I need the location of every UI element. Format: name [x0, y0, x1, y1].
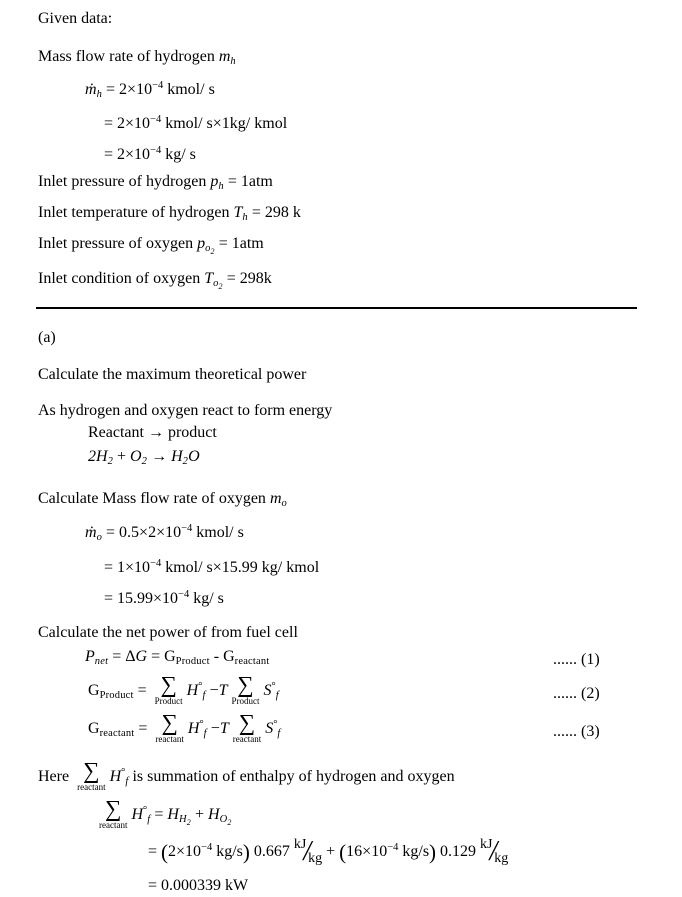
text-run: kg/s [212, 843, 243, 860]
math-variable: p [197, 235, 206, 252]
doc-line [0, 622, 682, 644]
math-variable: H [187, 720, 200, 738]
doc-line [0, 518, 682, 549]
text-run: Inlet condition of oxygen [38, 270, 205, 287]
text-run: = 2×10 [104, 146, 151, 163]
text-run: = [148, 843, 162, 860]
text-run: Inlet pressure of hydrogen [38, 173, 211, 190]
text-run: kg/ s [189, 590, 224, 607]
summation-symbol [155, 711, 183, 744]
text-run: kmol/ s [163, 81, 215, 98]
summation-limit: reactant [155, 734, 184, 744]
doc-line [0, 364, 682, 386]
text-run: Given data: [38, 10, 113, 27]
summation-limit: reactant [77, 782, 106, 792]
doc-line [0, 140, 682, 166]
math-variable: ṁ [85, 81, 97, 98]
doc-line [0, 233, 682, 263]
text-run: kmol/ s×15.99 kg/ kmol [161, 559, 320, 576]
math-subsubscript: 2 [227, 818, 232, 828]
math-superscript: ° [143, 805, 148, 817]
text-run: As hydrogen and oxygen react to form energy [38, 402, 333, 419]
math-superscript: −4 [387, 842, 399, 853]
sigma-glyph: ∑ [238, 710, 256, 735]
math-variable: T [219, 720, 229, 738]
text-run: 0.129 [436, 843, 481, 860]
text-run: = [133, 682, 151, 700]
text-run: Mass flow rate of hydrogen [38, 48, 219, 65]
math-subsubscript: 2 [210, 247, 215, 256]
text-run: = 1atm [223, 173, 273, 190]
sigma-glyph: ∑ [160, 672, 177, 697]
equation-number: ...... (1) [553, 650, 600, 668]
math-superscript: −4 [181, 523, 193, 534]
text-run: Inlet pressure of oxygen [38, 235, 198, 252]
doc-line [0, 327, 682, 349]
math-variable: H [109, 768, 122, 786]
doc-line [0, 758, 682, 799]
text-run: = 15.99×10 [104, 590, 179, 607]
math-subscript: $o_2$ [205, 243, 215, 256]
equation-number: ...... (3) [553, 723, 600, 740]
text-run: (a) [38, 329, 56, 346]
doc-line [0, 796, 682, 837]
doc-line [0, 553, 682, 579]
text-run: = 1atm [214, 235, 264, 252]
doc-line [0, 75, 682, 106]
math-superscript: ° [199, 719, 204, 731]
sigma-glyph: ∑ [161, 710, 178, 735]
math-variable: H [186, 682, 199, 700]
paren: ( [161, 840, 169, 864]
doc-line [0, 446, 682, 473]
text-run: = 0.000339 kW [148, 877, 249, 894]
math-variable: p [210, 173, 219, 190]
math-subscript: f [125, 776, 129, 788]
doc-line [0, 8, 682, 30]
text-run: 16×10 [346, 843, 388, 860]
text-run: = 2×10 [102, 81, 153, 98]
math-subscript: reactant [99, 728, 135, 740]
math-variable: T [218, 682, 228, 700]
text-run: + [113, 448, 131, 465]
text-run: + [322, 843, 340, 860]
math-variable: G [135, 648, 148, 665]
math-variable: H [171, 448, 183, 465]
summation-limit: reactant [232, 734, 262, 744]
fraction-denominator: kg [308, 851, 323, 867]
math-variable: S [265, 720, 274, 738]
doc-line [0, 672, 682, 713]
doc-line [0, 202, 682, 229]
text-run: = [134, 720, 152, 738]
doc-line [0, 268, 682, 298]
math-superscript: −4 [201, 842, 213, 853]
text-run: = 1×10 [104, 559, 151, 576]
math-subscript: $O_2$ [219, 814, 232, 828]
text-run: Reactant → product [88, 424, 217, 441]
math-subscript: 2 [182, 456, 189, 467]
math-superscript: −4 [152, 80, 164, 91]
sigma-glyph: ∑ [237, 672, 254, 697]
doc-line [0, 710, 682, 751]
text-run: G [88, 720, 100, 738]
fraction-numerator: kJ [293, 837, 307, 853]
doc-line [0, 46, 682, 73]
fraction-denominator: kg [494, 851, 509, 867]
text-run: Inlet temperature of hydrogen [38, 204, 234, 221]
math-subscript: o [96, 532, 103, 543]
doc-line [0, 400, 682, 422]
math-subscript: f [275, 690, 279, 702]
math-superscript: −4 [150, 558, 162, 569]
math-variable: ṁ [85, 524, 97, 541]
math-superscript: ° [273, 719, 278, 731]
summation-symbol [232, 673, 260, 706]
text-run: kmol/ s×1kg/ kmol [161, 115, 288, 132]
summation-symbol [233, 711, 261, 744]
section-divider [36, 307, 637, 309]
math-subscript: Product [99, 690, 134, 702]
doc-line [0, 875, 682, 897]
math-subscript: net [94, 656, 109, 667]
text-run: = 0.5×2×10 [102, 524, 182, 541]
math-variable: 2H [88, 448, 108, 465]
summation-limit: reactant [99, 820, 128, 830]
text-run: + [190, 806, 208, 824]
text-run: G [88, 682, 100, 700]
text-run: Here [38, 768, 74, 786]
text-run: = 2×10 [104, 115, 151, 132]
doc-line [0, 422, 682, 444]
equation-number: ...... (2) [553, 685, 600, 702]
math-subscript: o [281, 498, 287, 509]
text-run: kg/ s [161, 146, 196, 163]
math-variable: T [233, 204, 243, 221]
text-run: Calculate Mass flow rate of oxygen [38, 490, 270, 507]
text-run: = Δ [108, 648, 136, 665]
text-run: = G [147, 648, 176, 665]
math-subscript: f [147, 814, 151, 826]
paren: ( [339, 840, 347, 864]
text-run: - G [209, 648, 235, 665]
text-run: = 298k [222, 270, 272, 287]
summation-limit: Product [231, 696, 260, 706]
math-variable: m [218, 48, 231, 65]
math-subscript: $o_2$ [213, 278, 223, 291]
math-variable: H [208, 806, 220, 824]
math-subscript: h [218, 181, 224, 192]
math-variable: O [130, 448, 142, 465]
summation-symbol [99, 797, 127, 830]
text-run: is summation of enthalpy of hydrogen and oxygen [128, 768, 455, 786]
text-run: 2×10 [168, 843, 202, 860]
math-subscript: $H_2$ [178, 814, 191, 828]
math-subsubscript: 2 [186, 818, 191, 828]
text-run: kmol/ s [192, 524, 244, 541]
paren: ) [242, 840, 250, 864]
math-variable: S [263, 682, 272, 700]
math-superscript: ° [198, 681, 203, 693]
math-subscript: h [230, 56, 236, 67]
math-superscript: ° [121, 767, 126, 779]
math-subscript: h [242, 212, 248, 223]
math-subscript: f [277, 728, 281, 740]
text-run: − [206, 720, 220, 738]
sigma-glyph: ∑ [105, 796, 122, 821]
math-variable: H [131, 806, 144, 824]
math-variable: O [188, 448, 200, 465]
text-run: Calculate the net power of from fuel cell [38, 624, 298, 641]
text-run: kg/s [398, 843, 430, 860]
fraction-slash: / [303, 836, 312, 868]
summation-limit: Product [154, 696, 183, 706]
math-superscript: −4 [150, 114, 162, 125]
fraction-numerator: kJ [480, 837, 493, 853]
unit-fraction [480, 838, 508, 866]
math-superscript: −4 [150, 145, 162, 156]
math-variable: H [167, 806, 179, 824]
doc-line [0, 646, 682, 673]
math-subscript: h [96, 89, 103, 100]
unit-fraction [294, 838, 322, 866]
math-subscript: f [203, 728, 207, 740]
math-subsubscript: 2 [218, 282, 223, 291]
summation-symbol [155, 673, 183, 706]
text-run: → [147, 448, 172, 465]
text-run: Calculate the maximum theoretical power [38, 366, 307, 383]
text-run: 0.667 [249, 843, 294, 860]
doc-line [0, 171, 682, 198]
text-run: − [205, 682, 219, 700]
math-subscript: reactant [234, 656, 270, 667]
math-subscript: 2 [141, 456, 148, 467]
paren: ) [429, 840, 437, 864]
text-run: = [150, 806, 168, 824]
doc-line [0, 488, 682, 515]
math-variable: P [85, 648, 95, 665]
math-variable: m [269, 490, 282, 507]
math-variable: T [204, 270, 214, 287]
math-subscript: Product [175, 656, 210, 667]
sigma-glyph: ∑ [83, 758, 100, 783]
doc-line [0, 837, 682, 871]
math-superscript: −4 [178, 589, 190, 600]
math-subscript: f [202, 690, 206, 702]
math-subscript: 2 [107, 456, 114, 467]
math-superscript: ° [271, 681, 276, 693]
text-run: = 298 k [247, 204, 301, 221]
fraction-slash: / [489, 836, 498, 868]
doc-line [0, 584, 682, 610]
doc-line [0, 109, 682, 135]
summation-symbol [77, 759, 105, 792]
